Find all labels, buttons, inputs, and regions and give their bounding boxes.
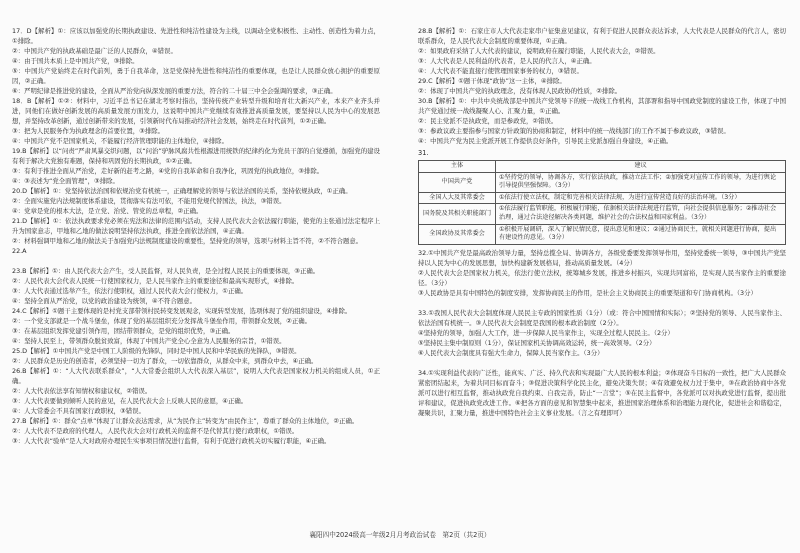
left-column (12, 26, 380, 446)
answer-paragraph: ⑥人民代表大会制度具有强大生命力，保障人民当家作主。（3分） (418, 348, 604, 357)
answer-paragraph: ⑤：中国共产党始终走在时代前列，勇于自我革命，这是党保持先进性和纯洁性的重要体现，也是让人民群众放心拥护的重要原因，②正确。 (12, 67, 380, 85)
answer-paragraph: ②：中国共产党的执政基础是最广泛的人民群众，④错误。 (12, 47, 177, 55)
answer-paragraph: 20.D【解析】①：党坚持依法治国和依规治党有机统一，正确理解党的领导与依法治国的关系，坚持依规执政，①正确。 (12, 187, 352, 195)
answer-paragraph: ④：坚持人民至上，带领群众脱贫致富，体现了中国共产党全心全意为人民服务的宗旨，①错误。 (12, 337, 286, 345)
answer-paragraph (12, 256, 380, 266)
answer-paragraph: ②：一个党支部就是一个战斗堡垒，体现了党的基层组织充分发挥战斗堡垒作用，带领群众发展，②正确。 (12, 317, 312, 325)
answer-paragraph: ②：人大代表依法享有知情权和建议权，②错误。 (12, 387, 152, 395)
answer-paragraph: ⑥：严明纪律是推进党的建设，全面从严治党向纵深发展的重要方法，符合的二十届三中全会强调的要求，③正确。 (12, 87, 337, 95)
answer-paragraph: ②人民代表大会是国家权力机关，依法行使立法权，统筹城乡发展，推进乡村振兴，实现共同富裕，是实现人民当家作主的重要途径。（3分） (418, 268, 786, 287)
answer-paragraph: 30.B【解析】①：中共中央统战部是中国共产党领导下的统一战线工作机构，其部署和指导中国政党制度的建设工作，体现了中国共产党通过统一战线凝聚人心、汇聚力量，①正确。 (418, 97, 786, 115)
answer-paragraph: ⑤坚持民主集中制原则（1分），保证国家机关协调高效运转，统一高效领导。（2分） (418, 338, 656, 347)
answer-paragraph: ④：中国共产党为民主党派开展工作提供良好条件，引导民主党派加强自身建设，④正确。 (418, 137, 673, 145)
table-cell-suggestion: ①积极开展调研，深入了解民情民意，提出意见和建议；②通过协商民主，就相关问题进行协商，提出有建设性的意见。（3分） (496, 224, 786, 244)
answer-paragraph: ③：人大代表是人民利益的代表者，是人民的代言人，④正确。 (418, 57, 596, 65)
answer-paragraph: 23.B【解析】①：由人民代表大会产生，受人民监督，对人民负责，是全过程人民民主的重要体现，③正确。 (12, 267, 320, 275)
answer-paragraph: ④：中国共产党不是国家机关，不能履行经济管理职能的主体地位，④排除。 (12, 137, 228, 145)
table-cell-suggestion: ①坚持党的领导，协调各方，实行依法执政，推动立法工作；②加强党对宣传工作的领导，为进行舆论引导提供坚强保障。（3分） (496, 172, 786, 192)
answer-paragraph: 25.D【解析】①中国共产党是中国工人阶级的先锋队，同时是中国人民和中华民族的先锋队，③错误。 (12, 347, 301, 355)
table-row (419, 224, 786, 244)
question-31-heading: 31. (418, 149, 429, 157)
answer-paragraph: ②：人民代表大会代表人民统一行使国家权力，是人民当家作主的重要途径和最高实现形式，④排除。 (12, 277, 299, 285)
answer-paragraph: 32.①中国共产党是最高政治领导力量，坚持总揽全局、协调各方，各级党委要发挥领导作用，坚持党委统一领导，③中国共产党坚持以人民为中心的发展思想，加快构建新发展格局，推动高质量发展。（4分） (418, 248, 786, 267)
answer-paragraph: ③人民政协是具有中国特色的制度安排，发挥协商民主的作用，是社会主义协商民主的重要渠道和专门协商机构。（3分） (418, 288, 757, 297)
answer-paragraph: ④：人大代表不能直接行使管理国家事务的权力，③错误。 (418, 67, 583, 75)
table-header-suggestion: 建议 (496, 161, 786, 173)
table-row (419, 204, 786, 224)
answer-paragraph: ③：人大代表通过选举产生，依法行使职权，通过人民代表大会行使权力，①正确。 (12, 287, 248, 295)
table-cell-suggestion: ①依法行使立法权，制定和完善相关法律法规，为进行宣传营造良好的法治环境。（3分） (496, 192, 786, 204)
answer-paragraph: ③：把为人民服务作为执政理念的首要位置，③排除。 (12, 127, 165, 135)
answer-paragraph: ②：体现了中国共产党的执政理念，没有体现人民政协的性质，②排除。 (418, 87, 622, 95)
answer-table (418, 160, 786, 245)
answer-paragraph: ④：党章是党的根本大法，是立党、治党、管党的总章程，②正确。 (12, 207, 203, 215)
answer-paragraph: 28.B【解析】①：石家庄市人大代表走家串户征集意见建议，有利于促进人民群众表达诉求，人大代表是人民群众的代言人，密切联系群众，是人民代表大会制度的重要体现，①正确。 (418, 27, 786, 45)
answer-paragraph: 29.C【解析】①题干体现“政协”这一主体，④排除。 (418, 77, 566, 85)
answer-paragraph: ④：由于国共本质上是中国共产党，③排除。 (12, 57, 139, 65)
table-header-subject: 主体 (419, 161, 496, 173)
answer-paragraph: ②：全面实施党内法规制度体系建设，贯彻落实有法可依，不能用党规代替国法，执法，③错误。 (12, 197, 286, 205)
answer-paragraph: ③：有利于推进全面从严治党，走好新的赶考之路，④党的自我革命和自我净化，巩固党的执政地位，③排除。 (12, 167, 324, 175)
answer-paragraph: 18．B【解析】①②：材料中，习近平总书记在湖北考察时指出，坚持传统产业转型升级和培育壮大新兴产业，本来产业齐头并进，同他们在做好创新发展的高质量发展方面发力，这说明中国共产党继续有效推进高质量发展，要坚持以人民为中心的发展思想，并坚持改革创新，通过创新带来的发展，引领新时代布局推动经济社会发展，始终走在时代前列，①②正确。 (12, 97, 380, 125)
table-cell-subject: 全国人大及其常委会 (419, 192, 496, 204)
table-cell-subject: 国务院及其相关职能部门 (419, 204, 496, 224)
answer-paragraph: 27.B【解析】①：群众“点单”体现了让群众表达需求，从“为民作主”转变为“由民作主”，尊重了群众的主体地位，②正确。 (12, 417, 359, 425)
right-column-top (418, 26, 786, 146)
answer-paragraph: ③：人大代表“验单”是人大对政府办理民生实事项目情况进行监督，有利于促进行政机关切实履行职能，④正确。 (12, 437, 331, 445)
answer-paragraph: ②：人大代表不是政府的代理人，人民代表大会对行政机关的监督不是代替其行使行政职权，①错误。 (12, 427, 299, 435)
answer-paragraph: 21.D【解析】①：依法执政要求党必须在宪法和法律的范围内活动，支持人民代表大会依法履行职能，使党的主张通过法定程序上升为国家意志，甲地和乙地的做法说明坚持依法执政，推进全面依法治国，④正确。 (12, 217, 380, 235)
table-cell-subject: 全国政协及其常委会 (419, 224, 496, 244)
answer-paragraph: 24.C【解析】①题干主要体现的是村党支部带领村民转变发展观念，实现转型发展，选项体现了党的组织建设，④排除。 (12, 307, 352, 315)
answer-paragraph: 26.B【解析】①：“人大代表联系群众”，“人大常委会组织人大代表深入基层”，说明人大代表是国家权力机关的组成人员，①正确。 (12, 367, 380, 385)
right-column-bottom (418, 248, 786, 418)
answer-paragraph: ④：坚持全面从严治党，以党的政治建设为统领，④不符合题意。 (12, 297, 197, 305)
page-footer: 襄阳四中2024级高一年级2月月考政治试卷 第2页（共2页） (309, 531, 491, 539)
answer-paragraph: ③：人大代表要做到倾听人民的意见，在人民代表大会上反映人民的意愿，④正确。 (12, 397, 248, 405)
answer-paragraph: 34.①实现利益代表的广泛性，能真实、广泛、持久代表和实现最广大人民的根本利益；②体现奋斗目标的一致性，把广大人民群众紧密团结起来，为着共同目标而奋斗；③促进决策科学化民主化，避免决策失误；④有效避免权力过于集中，③在政治协商中各党派可以进行相互监督，推动执政党自我约束、自我完善，防止“一言堂”；⑤在民主监督中，各党派可以对执政党进行监督，提出批评和建议，促进执政党改进工作。⑥把各方面的意见和智慧集中起来，推进国家治理体系和治理能力现代化，促进社会和谐稳定，凝聚共识，汇聚力量，推进中国特色社会主义事业发展。（言之有理即可） (418, 368, 786, 417)
answer-paragraph: ②：材料强调甲地和乙地的做法关于加强党内法规制度建设的重要性，坚持党的领导，选项与材料主旨不符，②不符合题意。 (12, 237, 363, 245)
answer-paragraph: 33.①我国人民代表大会制度体现人民民主专政的国家性质（1分）（或：符合中国国情和实际）；②坚持党的领导、人民当家作主、依法治国有机统一。③人民代表大会制度是我国的根本政治制度（2分）。 (418, 308, 786, 327)
answer-paragraph: ④：人大常委会不具有国家行政职权，③错误。 (12, 407, 145, 415)
answer-paragraph (418, 298, 786, 308)
table-row (419, 192, 786, 204)
table-cell-suggestion: ①依法履行监管职能，积极履行职能，依据相关法律法规进行监管，向社会提供信息服务；②推动社会治理，通过合法途径解决各类问题，维护社会的合法权益和国家利益。（3分） (496, 204, 786, 224)
answer-paragraph: ②：民主党派不是执政党，而是参政党，②错误。 (418, 117, 558, 125)
table-row (419, 172, 786, 192)
answer-paragraph: 19.B【解析】以“问责”严肃风暴交织问题，以“问治”驴脉风腐共性根源进用统铁的纪律约化为党员干部的自觉遵循，加强党的建设有利于解决大党独有难题，保持和巩固党的长期执政，①②正确。 (12, 147, 380, 165)
answer-paragraph: 17．D【解析】①：应该以加强党的长期执政建设、先进性和纯洁性建设为主线，以调动全党积极性、主动性、创造性为着力点，①排除。 (12, 27, 380, 45)
answer-paragraph: ②：人民群众是历史的创造者，必须坚持一切为了群众，一切依靠群众，从群众中来，到群众中去，④正确。 (12, 357, 318, 365)
table-cell-subject: 中国共产党 (419, 172, 496, 192)
right-column (418, 26, 786, 418)
answer-paragraph: ③：在基层组织发挥党建引领作用，团结带领群众，是党的组织优势，③正确。 (12, 327, 235, 335)
answer-paragraph: 22.A (12, 247, 27, 255)
table-header-row (419, 161, 786, 173)
answer-paragraph: ③：参政议政主要指参与国家方针政策的协商和制定，材料中的统一战线部门的工作不属于参政议政，③错误。 (418, 127, 730, 135)
answer-paragraph (418, 358, 786, 368)
answer-paragraph: ④：③表述为“党全面管理”，③排除。 (12, 177, 119, 185)
answer-paragraph: ④坚持党的领导，加强人大工作，进一步保障人民当家作主，实现全过程人民民主。（2分） (418, 328, 674, 337)
answer-paragraph: ②：如果政府采纳了人大代表的建议，说明政府在履行职能，人民代表大会，②错误。 (418, 47, 660, 55)
